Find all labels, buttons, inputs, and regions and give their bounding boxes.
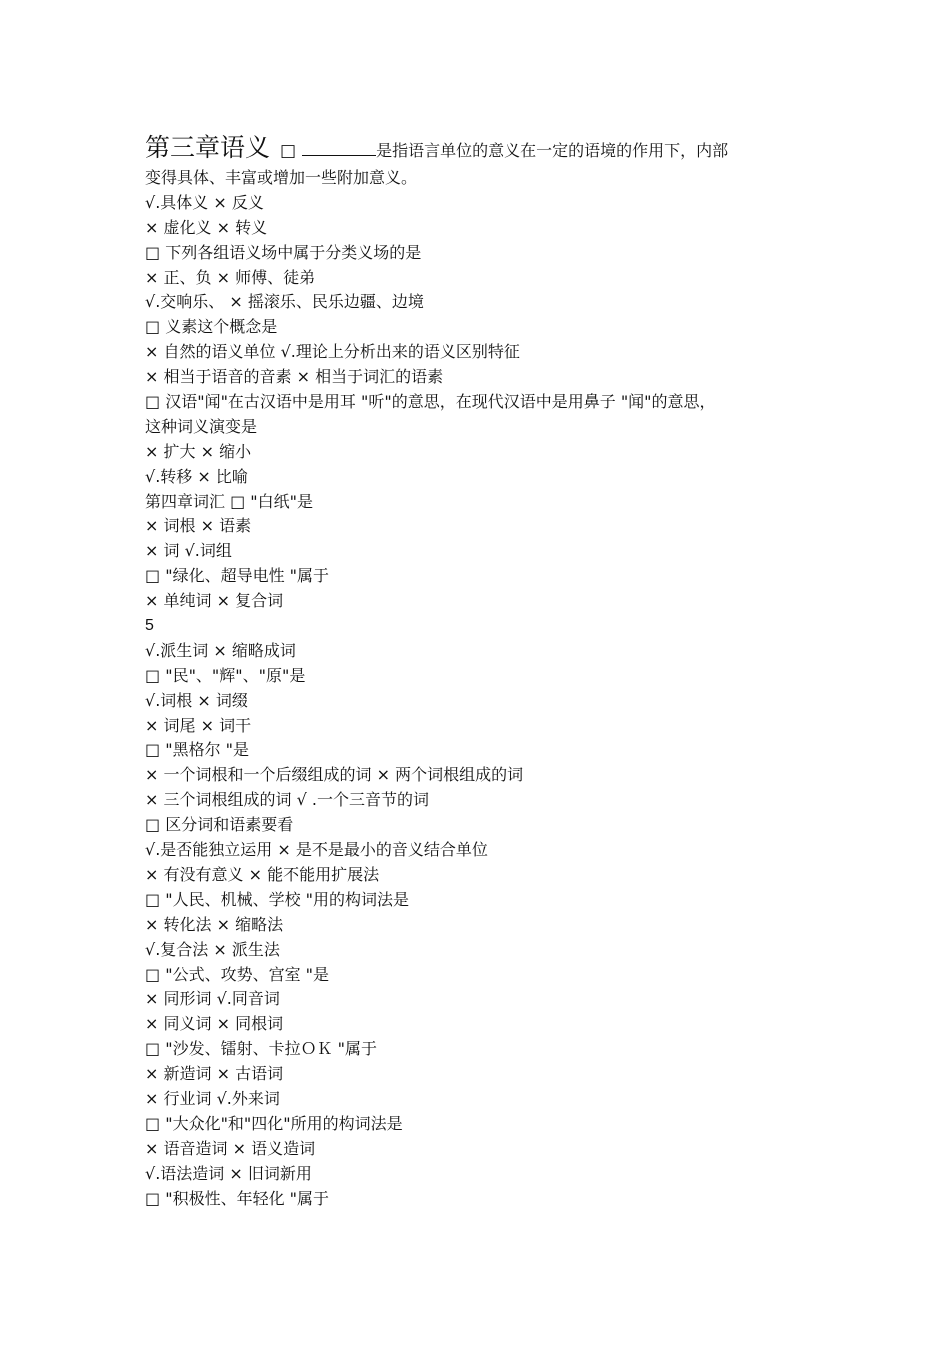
text-line: 5 (145, 617, 154, 635)
text-line: × 词尾 × 词干 (145, 715, 252, 735)
text-line: 第四章词汇 □ "白纸"是 (145, 491, 314, 511)
text-line: × 虚化义 × 转义 (145, 217, 268, 237)
text-line: □ "沙发、镭射、卡拉ＯＫ "属于 (145, 1039, 378, 1059)
text-line: × 行业词 √.外来词 (145, 1088, 280, 1108)
text-line: × 相当于语音的音素 × 相当于词汇的语素 (145, 367, 444, 387)
text-line: √.词根 × 词缀 (145, 690, 248, 710)
text-line: 这种词义演变是 (145, 416, 258, 436)
text-line: × 扩大 × 缩小 (145, 441, 252, 461)
question-text: 是指语言单位的意义在一定的语境的作用下，内部 (376, 141, 729, 160)
text-line: √.转移 × 比喻 (145, 466, 248, 486)
text-line: √.语法造词 × 旧词新用 (145, 1163, 312, 1183)
chapter-heading: 第三章语义 (145, 133, 271, 162)
text-line: 变得具体、丰富或增加一些附加意义。 (145, 168, 418, 187)
text-line: × 转化法 × 缩略法 (145, 914, 284, 934)
fill-in-blank (302, 139, 376, 156)
text-line: × 语音造词 × 语义造词 (145, 1138, 316, 1158)
checkbox-icon: □ (280, 141, 297, 161)
text-line: × 同义词 × 同根词 (145, 1014, 284, 1034)
text-line: □ 义素这个概念是 (145, 317, 278, 337)
text-line: × 同形词 √.同音词 (145, 989, 280, 1009)
chapter-title-line (145, 128, 845, 162)
text-line: □ "大众化"和"四化"所用的构词法是 (145, 1113, 403, 1133)
text-line: × 词 √.词组 (145, 541, 232, 561)
text-line: √.复合法 × 派生法 (145, 939, 280, 959)
text-line: √.交响乐、 × 摇滚乐、民乐边疆、边境 (145, 292, 424, 312)
text-line: × 自然的语义单位 √.理论上分析出来的语义区别特征 (145, 342, 520, 362)
question-list (145, 166, 845, 1211)
text-line: □ "民"、"辉"、"原"是 (145, 665, 306, 685)
text-line: √.派生词 × 缩略成词 (145, 640, 296, 660)
text-line: × 三个词根组成的词 √ .一个三音节的词 (145, 790, 429, 810)
text-line: × 单纯词 × 复合词 (145, 591, 284, 611)
text-line: √.具体义 × 反义 (145, 192, 264, 212)
text-line: □ 下列各组语义场中属于分类义场的是 (145, 242, 422, 262)
document-page (145, 128, 845, 1211)
text-line: □ "积极性、年轻化 "属于 (145, 1188, 330, 1208)
text-line: □ "公式、攻势、宫室 "是 (145, 964, 330, 984)
text-line: × 有没有意义 × 能不能用扩展法 (145, 864, 380, 884)
text-line: □ 区分词和语素要看 (145, 815, 294, 835)
text-line: × 正、负 × 师傅、徒弟 (145, 267, 316, 287)
text-line: √.是否能独立运用 × 是不是最小的音义结合单位 (145, 840, 488, 860)
text-line: □ "绿化、超导电性 "属于 (145, 566, 330, 586)
text-line: × 一个词根和一个后缀组成的词 × 两个词根组成的词 (145, 765, 524, 785)
text-line: □ 汉语"闻"在古汉语中是用耳 "听"的意思，在现代汉语中是用鼻子 "闻"的意思， (145, 392, 716, 412)
text-line: □ "人民、机械、学校 "用的构词法是 (145, 889, 410, 909)
text-line: × 新造词 × 古语词 (145, 1064, 284, 1084)
text-line: × 词根 × 语素 (145, 516, 252, 536)
text-line: □ "黑格尔 "是 (145, 740, 250, 760)
